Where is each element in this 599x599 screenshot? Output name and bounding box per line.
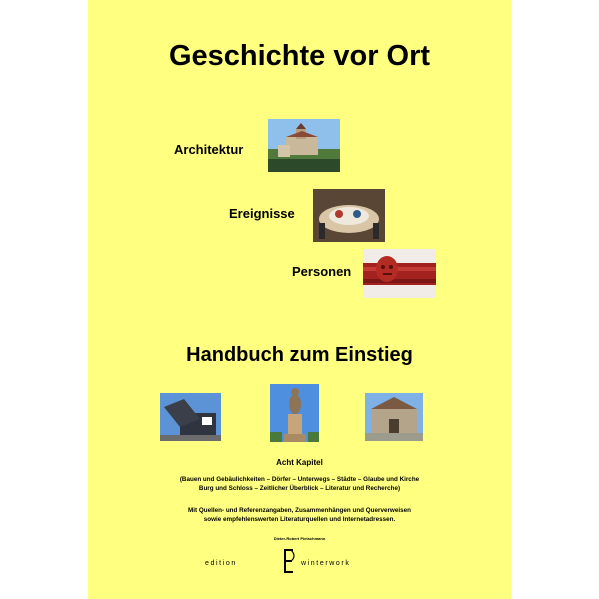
publisher-name-left: edition [205,560,237,567]
cover-subtitle: Handbuch zum Einstieg [186,344,413,366]
castle-photo [268,119,340,172]
topic-personen: Personen [292,264,352,279]
crane-photo [160,393,221,441]
publisher-name-right: winterwork [301,560,351,567]
publisher-logo-icon [281,548,297,579]
statue-photo [270,384,319,442]
notes-line-2: sowie empfehlenswerten Literaturquellen und Internetadressen. [203,515,396,523]
cover-title: Geschichte vor Ort [168,40,431,72]
topic-ereignisse: Ereignisse [229,206,295,221]
author-name: Dieter-Robert Pietschmann [273,536,326,541]
book-cover [88,0,511,599]
feast-photo [313,189,385,242]
chapters-line-1: (Bauen und Gebäulichkeiten – Dörfer – Unterwegs – Städte – Glaube und Kirche [179,476,420,483]
chapters-line-2: Burg und Schloss – Zeitlicher Überblick – Literatur und Recherche) [198,484,401,492]
cover-notes [88,507,511,524]
chapters-heading: Acht Kapitel [276,458,323,467]
notes-line-1: Mit Quellen- und Referenzangaben, Zusammenhängen und Querverweisen [188,507,411,514]
gatehouse-photo [365,393,423,441]
relief-photo [363,249,436,298]
chapters-list [88,476,511,493]
topic-architektur: Architektur [174,142,244,157]
publisher-logo [88,548,511,578]
